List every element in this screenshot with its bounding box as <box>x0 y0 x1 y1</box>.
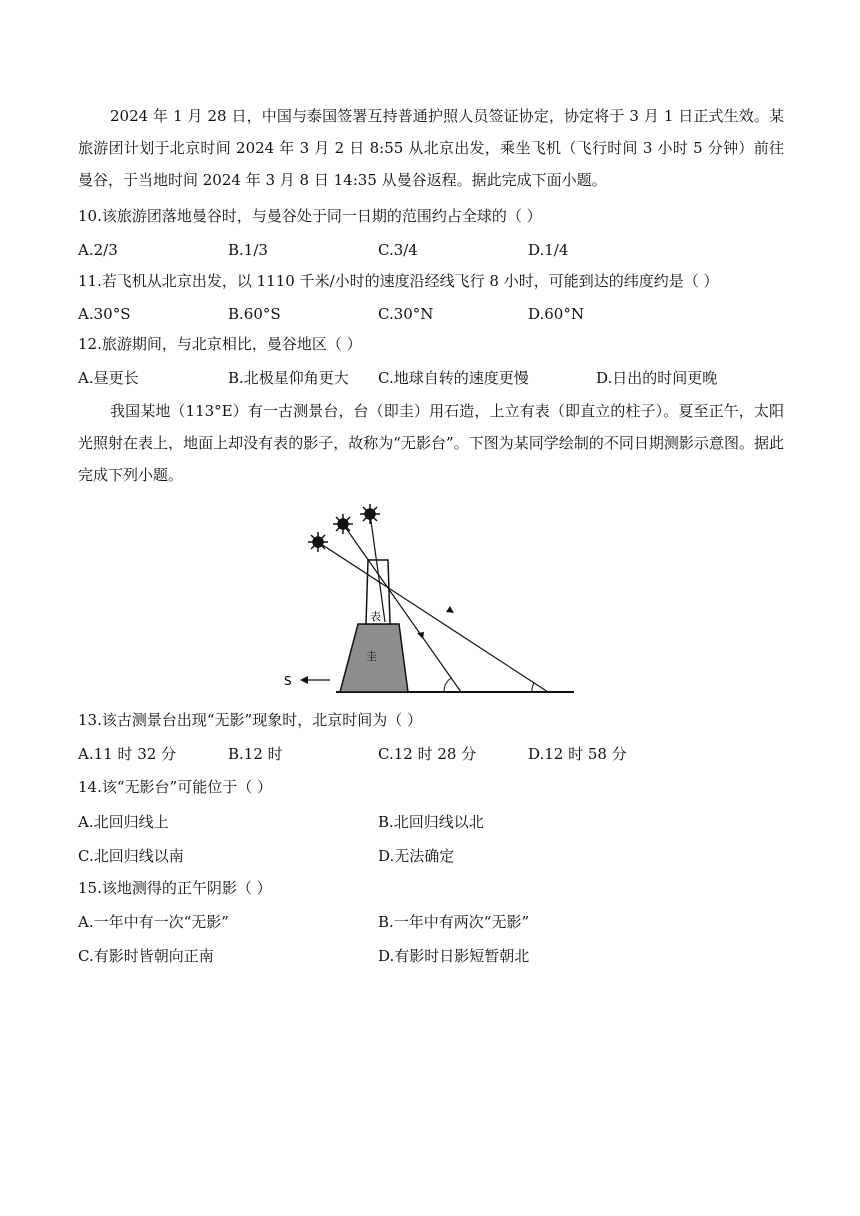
q12-option-b: B.北极星仰角更大 <box>228 369 349 387</box>
angle-arc-2 <box>532 683 534 692</box>
q13-option-b: B.12 时 <box>228 745 283 763</box>
passage-2: 我国某地（113°E）有一古测景台，台（即圭）用石造，上立有表（即直立的柱子）。夏至正午，太阳光照射在表上，地面上却没有表的影子，故称为“无影台”。下图为某同学绘制的不同日期测影示意图。据此完成下列小题。 <box>78 402 784 484</box>
q15-option-d: D.有影时日影短暂朝北 <box>378 947 530 965</box>
q12-option-d: D.日出的时间更晚 <box>596 369 718 387</box>
q14-option-b: B.北回归线以北 <box>378 813 484 831</box>
question-12-stem: 12.旅游期间，与北京相比，曼谷地区（ ） <box>78 335 362 353</box>
q11-option-b: B.60°S <box>228 305 281 323</box>
sun-icon-2 <box>333 514 353 534</box>
q10-option-c: C.3/4 <box>378 241 418 259</box>
q15-option-a: A.一年中有一次“无影” <box>78 913 229 931</box>
south-arrow-head <box>300 676 308 684</box>
question-13-stem: 13.该古测景台出现“无影”现象时，北京时间为（ ） <box>78 711 422 729</box>
q15-option-b: B.一年中有两次“无影” <box>378 913 530 931</box>
label-south: S <box>284 674 292 688</box>
q15-option-c: C.有影时皆朝向正南 <box>78 947 214 965</box>
q10-option-d: D.1/4 <box>528 241 569 259</box>
label-gui: 圭 <box>366 650 377 663</box>
q14-option-a: A.北回归线上 <box>78 813 169 831</box>
q14-option-c: C.北回归线以南 <box>78 847 184 865</box>
q12-option-a: A.昼更长 <box>78 369 139 387</box>
q13-option-c: C.12 时 28 分 <box>378 745 477 763</box>
question-11-stem: 11.若飞机从北京出发，以 1110 千米/小时的速度沿经线飞行 8 小时，可能到达的纬度约是（ ） <box>78 272 719 290</box>
sun-icon-1 <box>308 532 328 552</box>
ray-arrow-2 <box>417 632 424 639</box>
q13-option-d: D.12 时 58 分 <box>528 745 627 763</box>
q13-option-a: A.11 时 32 分 <box>78 745 177 763</box>
question-10-stem: 10.该旅游团落地曼谷时，与曼谷处于同一日期的范围约占全球的（ ） <box>78 207 542 225</box>
ray-arrow-1 <box>446 606 454 613</box>
sun-icon-3 <box>360 504 380 524</box>
q11-option-c: C.30°N <box>378 305 434 323</box>
q14-option-d: D.无法确定 <box>378 847 455 865</box>
q11-option-d: D.60°N <box>528 305 584 323</box>
q10-option-a: A.2/3 <box>78 241 118 259</box>
q11-option-a: A.30°S <box>78 305 131 323</box>
question-14-stem: 14.该“无影台”可能位于（ ） <box>78 778 272 796</box>
question-15-stem: 15.该地测得的正午阴影（ ） <box>78 879 272 897</box>
passage-1: 2024 年 1 月 28 日，中国与泰国签署互持普通护照人员签证协定，协定将于 3 月 1 日正式生效。某旅游团计划于北京时间 2024 年 3 月 2 日 8:55 从北京出发，乘坐飞机（飞行时间 3 小时 5 分钟）前往曼谷，于当地时间 2024 年 3 月 8 日 14:35 从曼谷返程。据此完成下面小题。 <box>78 107 784 189</box>
angle-arc-1 <box>444 678 451 692</box>
shadow-measurement-diagram <box>278 502 580 702</box>
q10-option-b: B.1/3 <box>228 241 268 259</box>
q12-option-c: C.地球自转的速度更慢 <box>378 369 529 387</box>
label-biao: 表 <box>370 610 381 623</box>
